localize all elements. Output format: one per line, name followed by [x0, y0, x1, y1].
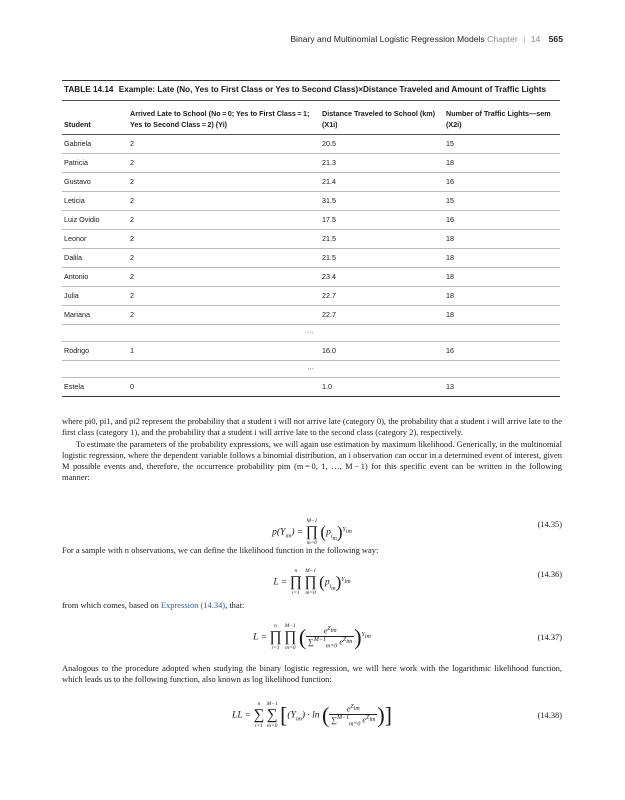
table-row	[62, 135, 560, 154]
cell-late: 2	[128, 249, 320, 268]
table-row	[62, 230, 560, 249]
cell-student: Antonio	[62, 268, 128, 287]
cell-student: Dalila	[62, 249, 128, 268]
cell-distance: 21.5	[320, 249, 444, 268]
cell-student: Gustavo	[62, 173, 128, 192]
cell-distance: 21.5	[320, 230, 444, 249]
cell-late: 2	[128, 268, 320, 287]
cell-distance: 21.3	[320, 154, 444, 173]
equation-number: (14.35)	[537, 520, 562, 529]
equation-expression: $p(Y_{im})$ = M−1 ∏ m=0 $(p_{i_m})^{Y_{im}}$	[272, 518, 352, 546]
paragraph-1: where pi0, pi1, and pi2 represent the probability that a student i will not arrive late (category 0), the probability that a student i will arrive late to the first class (category 1), and the probability that a student i will arrive late to the second class (category 2), respectively.	[62, 416, 562, 438]
cell-traffic-lights: 18	[444, 230, 560, 249]
chapter-label: Chapter	[487, 34, 518, 44]
table-row	[62, 173, 560, 192]
table-row	[62, 342, 560, 361]
equation-14-37	[62, 613, 562, 661]
cell-traffic-lights: 18	[444, 249, 560, 268]
cell-distance: 23.4	[320, 268, 444, 287]
column-header-traffic-lights: Number of Traffic Lights—sem (X2i)	[444, 101, 560, 135]
chapter-number: 14	[530, 34, 541, 44]
table-row	[62, 306, 560, 325]
column-header-late: Arrived Late to School (No = 0; Yes to First Class = 1; Yes to Second Class = 2) (Yi)	[128, 101, 320, 135]
data-table	[62, 100, 560, 397]
equation-14-36	[62, 558, 562, 594]
table-caption	[62, 80, 560, 100]
cell-distance: 22.7	[320, 306, 444, 325]
equation-number: (14.36)	[537, 570, 562, 579]
running-title: Binary and Multinomial Logistic Regression Models	[290, 34, 485, 44]
cell-distance: 31.5	[320, 192, 444, 211]
cell-student: Patricia	[62, 154, 128, 173]
paragraph-4-post: , that:	[225, 600, 245, 610]
data-table-block	[62, 80, 560, 397]
cell-traffic-lights: 15	[444, 135, 560, 154]
paragraph-probabilities	[62, 416, 562, 484]
table-body	[62, 135, 560, 397]
equation-number: (14.37)	[537, 633, 562, 642]
cell-distance: 1.0	[320, 378, 444, 397]
paragraph-expression-ref	[62, 600, 562, 611]
equation-expression: L = n ∏ i=1 M−1 ∏ m=0 ( $\frac{e^{Z_{im}}}{\sum^{M-1}_{m=0} e^{Z_{im}}}$ )$^{Y_{im}}$	[253, 623, 371, 651]
page-number: 565	[548, 34, 563, 44]
cell-distance: 20.5	[320, 135, 444, 154]
table-row	[62, 154, 560, 173]
paragraph-4	[62, 600, 562, 611]
paragraph-3: For a sample with n observations, we can define the likelihood function in the following way:	[62, 545, 379, 555]
running-head	[290, 34, 563, 44]
cell-student: Estela	[62, 378, 128, 397]
table-row	[62, 192, 560, 211]
table-header-row	[62, 101, 560, 135]
equation-14-35	[62, 508, 562, 544]
cell-traffic-lights: 16	[444, 211, 560, 230]
cell-late: 2	[128, 211, 320, 230]
cell-traffic-lights: 16	[444, 342, 560, 361]
cell-late: 2	[128, 287, 320, 306]
table-row	[62, 249, 560, 268]
equation-14-38	[62, 693, 562, 743]
paragraph-log-likelihood	[62, 663, 562, 686]
cell-late: 2	[128, 154, 320, 173]
cell-student: Gabriela	[62, 135, 128, 154]
paragraph-4-pre: from which comes, based on	[62, 600, 161, 610]
cell-distance: 22.7	[320, 287, 444, 306]
cell-student: Luiz Ovidio	[62, 211, 128, 230]
cell-student: Mariana	[62, 306, 128, 325]
cell-distance: 16.0	[320, 342, 444, 361]
paragraph-likelihood	[62, 545, 562, 556]
cell-traffic-lights: 13	[444, 378, 560, 397]
table-row	[62, 211, 560, 230]
ellipsis-cell: …	[62, 325, 560, 342]
cell-student: Leticia	[62, 192, 128, 211]
table-label: TABLE 14.14	[64, 85, 114, 94]
equation-expression: LL = n ∑ i=1 M−1 ∑ m=0 [$(Y_{im}) \cdot \ln$ ( $\frac{e^{Z_{im}}}{\sum^{M-1}_{m=0} e^{Z_{im}}}$ )]	[232, 701, 392, 729]
cell-late: 2	[128, 192, 320, 211]
ellipsis-cell: …	[62, 361, 560, 378]
cell-distance: 17.5	[320, 211, 444, 230]
cell-traffic-lights: 18	[444, 154, 560, 173]
equation-number: (14.38)	[537, 711, 562, 720]
equation-expression: L = n ∏ i=1 M−1 ∏ m=0 $(p_{i_m})^{Y_{im}}$	[273, 568, 351, 596]
cell-late: 2	[128, 306, 320, 325]
cell-distance: 21.4	[320, 173, 444, 192]
cell-late: 2	[128, 173, 320, 192]
cell-late: 2	[128, 135, 320, 154]
cell-late: 0	[128, 378, 320, 397]
table-ellipsis-row	[62, 361, 560, 378]
cell-late: 2	[128, 230, 320, 249]
chapter-separator: |	[523, 34, 526, 44]
cell-traffic-lights: 16	[444, 173, 560, 192]
cell-traffic-lights: 15	[444, 192, 560, 211]
table-title: Example: Late (No, Yes to First Class or Yes to Second Class)×Distance Traveled and Amount of Traffic Lights	[118, 85, 547, 94]
table-ellipsis-row	[62, 325, 560, 342]
cell-student: Julia	[62, 287, 128, 306]
cell-late: 1	[128, 342, 320, 361]
paragraph-2: To estimate the parameters of the probability expressions, we will again use estimation by maximum likelihood. Generically, in the multinomial logistic regression, where the dependent variable follows a binomial distribution, an i observation can occur in a determined event of interest, given M possible events and, therefore, the occurrence probability pim (m = 0, 1, …, M − 1) for this specific event can be written in the following manner:	[62, 438, 562, 483]
column-header-student: Student	[62, 101, 128, 135]
table-row	[62, 287, 560, 306]
table-row	[62, 378, 560, 397]
table-row	[62, 268, 560, 287]
cell-traffic-lights: 18	[444, 306, 560, 325]
expression-reference-link[interactable]: Expression (14.34)	[160, 600, 226, 610]
cell-traffic-lights: 18	[444, 287, 560, 306]
paragraph-5: Analogous to the procedure adopted when studying the binary logistic regression, we will here work with the logarithmic likelihood function, which leads us to the following function, also known as log likelihood function:	[62, 663, 562, 685]
cell-traffic-lights: 18	[444, 268, 560, 287]
cell-student: Leonor	[62, 230, 128, 249]
column-header-distance: Distance Traveled to School (km) (X1i)	[320, 101, 444, 135]
cell-student: Rodrigo	[62, 342, 128, 361]
